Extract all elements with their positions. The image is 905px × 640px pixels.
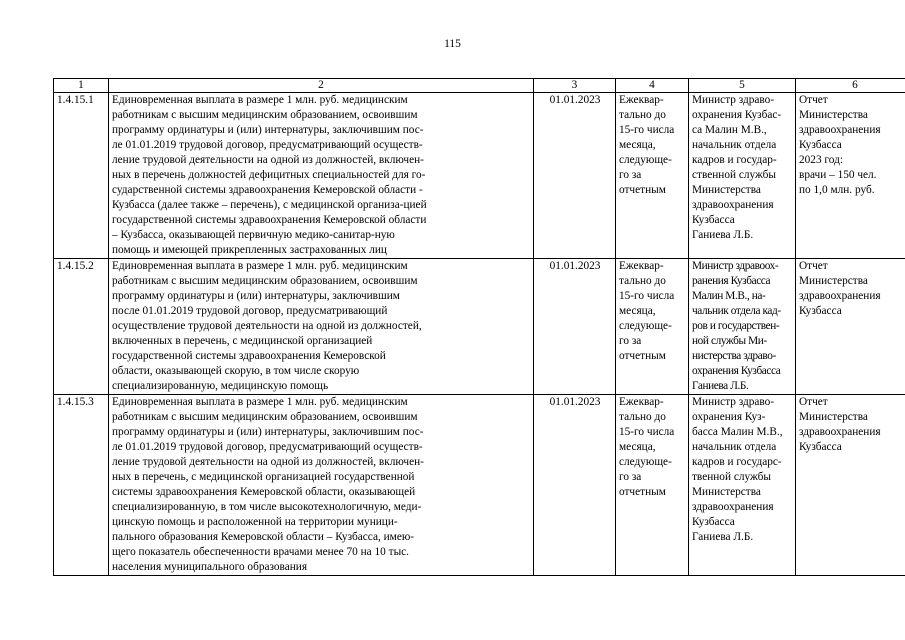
report-text: Отчет Министерства здравоохранения Кузбасса bbox=[799, 396, 881, 453]
table-row bbox=[54, 395, 905, 576]
item-description bbox=[109, 259, 534, 395]
column-header: 2 bbox=[109, 79, 534, 93]
item-description bbox=[109, 93, 534, 259]
column-header: 4 bbox=[616, 79, 689, 93]
description-text: Единовременная выплата в размере 1 млн. руб. медицинским работникам с высшим медицинским образованием, освоившим программу ординатуры и (или) интернатуры, заключившим пос- ле 01.01.2019 трудовой договор, предусматривающий осуществ- ление трудовой деятельности на одной из должностей, включен- ных в перечень, с медицинской организацией государственной системы здравоохранения Кемеровской области, оказывающей специализированную, в том числе высокотехнологичную, меди- цинскую помощь и расположенной на территории муници- пального образования Кемеровской области – Кузбасса, имею- щего показатель обеспеченности врачами менее 70 на 10 тыс. населения муниципального образования bbox=[112, 396, 424, 573]
column-header: 1 bbox=[54, 79, 109, 93]
item-date: 01.01.2023 bbox=[534, 93, 616, 259]
item-periodicity bbox=[616, 93, 689, 259]
item-description bbox=[109, 395, 534, 576]
periodicity-text: Ежеквар- тально до 15-го числа месяца, следующе- го за отчетным bbox=[619, 396, 675, 498]
item-number: 1.4.15.2 bbox=[54, 259, 109, 395]
responsible-text: Министр здравоох- ранения Кузбасса Малин М.В., на- чальник отдела кад- ров и государствен- ной службы Ми- нистерства здраво- охранения Кузбасса Ганиева Л.Б. bbox=[692, 260, 781, 392]
page-number: 115 bbox=[444, 38, 461, 50]
periodicity-text: Ежеквар- тально до 15-го числа месяца, следующе- го за отчетным bbox=[619, 260, 675, 362]
periodicity-text: Ежеквар- тально до 15-го числа месяца, следующе- го за отчетным bbox=[619, 94, 675, 196]
responsible-text: Министр здраво- охранения Куз- басса Малин М.В., начальник отдела кадров и государс- твенной службы Министерства здравоохранения Кузбасса Ганиева Л.Б. bbox=[692, 396, 783, 543]
item-periodicity bbox=[616, 259, 689, 395]
item-report bbox=[796, 259, 905, 395]
item-responsible bbox=[689, 93, 796, 259]
item-periodicity bbox=[616, 395, 689, 576]
table-row bbox=[54, 259, 905, 395]
item-number: 1.4.15.1 bbox=[54, 93, 109, 259]
plan-table bbox=[53, 78, 905, 576]
description-text: Единовременная выплата в размере 1 млн. руб. медицинским работникам с высшим медицинским образованием, освоившим программу ординатуры и (или) интернатуры, заключившим после 01.01.2019 трудовой договор, предусматривающий осуществление трудовой деятельности на одной из должностей, включенных в перечень, с медицинской организацией государственной системы здравоохранения Кемеровской области, оказывающей скорую, в том числе скорую специализированную, медицинскую помощь bbox=[112, 260, 422, 392]
report-text: Отчет Министерства здравоохранения Кузбасса 2023 год: врачи – 150 чел. по 1,0 млн. руб. bbox=[799, 94, 881, 196]
column-header: 3 bbox=[534, 79, 616, 93]
item-responsible bbox=[689, 395, 796, 576]
table-row bbox=[54, 93, 905, 259]
report-text: Отчет Министерства здравоохранения Кузбасса bbox=[799, 260, 881, 317]
item-date: 01.01.2023 bbox=[534, 395, 616, 576]
column-header: 6 bbox=[796, 79, 905, 93]
column-header: 5 bbox=[689, 79, 796, 93]
item-responsible bbox=[689, 259, 796, 395]
item-report bbox=[796, 395, 905, 576]
item-report bbox=[796, 93, 905, 259]
item-number: 1.4.15.3 bbox=[54, 395, 109, 576]
description-text: Единовременная выплата в размере 1 млн. руб. медицинским работникам с высшим медицинским образованием, освоившим программу ординатуры и (или) интернатуры, заключившим пос- ле 01.01.2019 трудовой договор, предусматривающий осуществ- ление трудовой деятельности на одной из должностей, включен- ных в перечень должностей дефицитных специальностей для го- сударственной системы здравоохранения Кемеровской области - Кузбасса (далее также – перечень), с медицинской организа-цией государственной системы здравоохранения Кемеровской области – Кузбасса, оказывающей первичную медико-санитар-ную помощь и имеющей прикрепленных застрахованных лиц bbox=[112, 94, 427, 256]
item-date: 01.01.2023 bbox=[534, 259, 616, 395]
responsible-text: Министр здраво- охранения Кузбас- са Малин М.В., начальник отдела кадров и государ- ственной службы Министерства здравоохранения Кузбасса Ганиева Л.Б. bbox=[692, 94, 782, 241]
table-header-row bbox=[54, 79, 905, 93]
